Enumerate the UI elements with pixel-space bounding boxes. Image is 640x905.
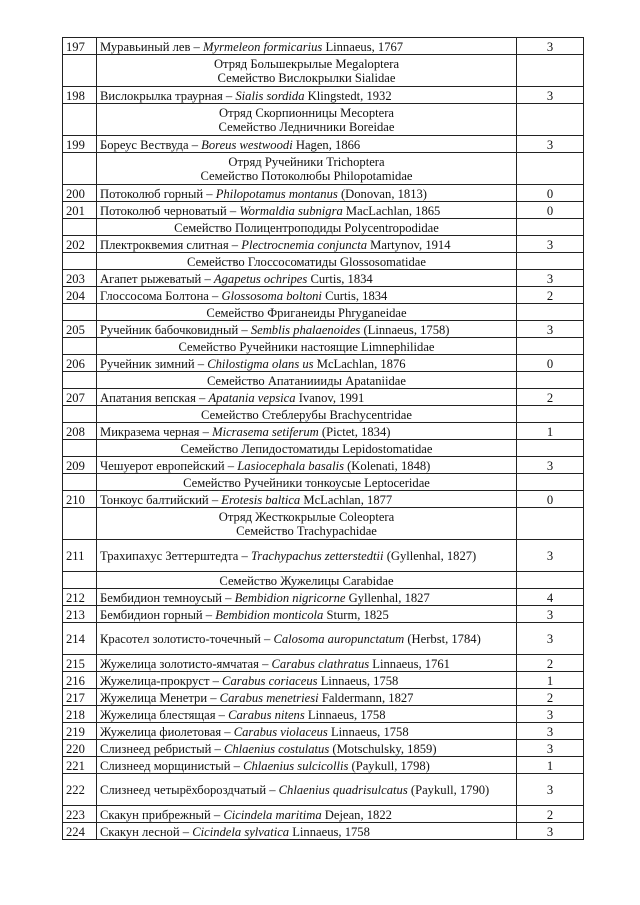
table-row bbox=[63, 806, 584, 823]
family-title: Семейство Фриганеиды Phryganeidae bbox=[206, 305, 407, 320]
common-name: Вислокрылка траурная – bbox=[100, 88, 236, 103]
section-header bbox=[97, 508, 517, 540]
author-year: Linnaeus, 1758 bbox=[304, 707, 386, 722]
common-name: Микразема черная – bbox=[100, 424, 213, 439]
table-row bbox=[63, 270, 584, 287]
author-year: Curtis, 1834 bbox=[321, 288, 388, 303]
status-category: 3 bbox=[517, 774, 584, 806]
species-cell bbox=[97, 606, 517, 623]
author-year: Linnaeus, 1758 bbox=[327, 724, 409, 739]
table-row bbox=[63, 757, 584, 774]
empty-number-cell bbox=[63, 572, 97, 589]
common-name: Чешуерот европейский – bbox=[100, 458, 238, 473]
status-category: 3 bbox=[517, 706, 584, 723]
family-title: Семейство Вислокрылки Sialidae bbox=[217, 71, 396, 85]
family-title: Семейство Глоссосоматиды Glossosomatidae bbox=[187, 254, 426, 269]
row-number: 223 bbox=[63, 806, 97, 823]
empty-score-cell bbox=[517, 406, 584, 423]
common-name: Жужелица-прокруст – bbox=[100, 673, 223, 688]
species-cell bbox=[97, 423, 517, 440]
author-year: (Gyllenhal, 1827) bbox=[383, 548, 477, 563]
order-title: Отряд Скорпионницы Mecoptera bbox=[218, 106, 395, 120]
species-cell bbox=[97, 774, 517, 806]
table-row bbox=[63, 655, 584, 672]
scientific-name: Myrmeleon formicarius bbox=[203, 39, 323, 54]
section-header bbox=[97, 440, 517, 457]
scientific-name: Semblis phalaenoides bbox=[250, 322, 361, 337]
scientific-name: Glossosoma boltoni bbox=[221, 288, 322, 303]
common-name: Трахипахус Зеттерштедта – bbox=[100, 548, 251, 563]
common-name: Потоколюб черноватый – bbox=[100, 203, 240, 218]
status-category: 3 bbox=[517, 823, 584, 840]
common-name: Потоколюб горный – bbox=[100, 186, 216, 201]
row-number: 209 bbox=[63, 457, 97, 474]
table-row bbox=[63, 540, 584, 572]
common-name: Ручейник бабочковидный – bbox=[100, 322, 251, 337]
row-number: 198 bbox=[63, 87, 97, 104]
empty-score-cell bbox=[517, 304, 584, 321]
status-category: 1 bbox=[517, 672, 584, 689]
section-header bbox=[97, 219, 517, 236]
section-header-row bbox=[63, 253, 584, 270]
scientific-name: Chlaenius costulatus bbox=[223, 741, 330, 756]
status-category: 1 bbox=[517, 423, 584, 440]
empty-number-cell bbox=[63, 508, 97, 540]
author-year: Martynov, 1914 bbox=[367, 237, 451, 252]
row-number: 201 bbox=[63, 202, 97, 219]
row-number: 213 bbox=[63, 606, 97, 623]
author-year: (Paykull, 1790) bbox=[407, 782, 490, 797]
status-category: 0 bbox=[517, 355, 584, 372]
empty-number-cell bbox=[63, 474, 97, 491]
scientific-name: Wormaldia subnigra bbox=[239, 203, 343, 218]
common-name: Бембидион темноусый – bbox=[100, 590, 235, 605]
author-year: Dejean, 1822 bbox=[321, 807, 392, 822]
section-header bbox=[97, 253, 517, 270]
species-cell bbox=[97, 623, 517, 655]
family-title: Семейство Стеблерубы Brachycentridae bbox=[201, 407, 412, 422]
empty-number-cell bbox=[63, 304, 97, 321]
section-header bbox=[97, 304, 517, 321]
scientific-name: Plectrocnemia conjuncta bbox=[241, 237, 368, 252]
order-title: Отряд Жесткокрылые Coleoptera bbox=[218, 510, 395, 524]
species-cell bbox=[97, 287, 517, 304]
row-number: 220 bbox=[63, 740, 97, 757]
status-category: 0 bbox=[517, 491, 584, 508]
species-cell bbox=[97, 706, 517, 723]
species-cell bbox=[97, 236, 517, 253]
table-row bbox=[63, 236, 584, 253]
author-year: McLachlan, 1877 bbox=[300, 492, 393, 507]
author-year: (Paykull, 1798) bbox=[348, 758, 430, 773]
status-category: 3 bbox=[517, 321, 584, 338]
species-cell bbox=[97, 389, 517, 406]
status-category: 3 bbox=[517, 270, 584, 287]
empty-score-cell bbox=[517, 219, 584, 236]
author-year: Linnaeus, 1758 bbox=[289, 824, 370, 839]
author-year: Faldermann, 1827 bbox=[318, 690, 414, 705]
section-header-row bbox=[63, 572, 584, 589]
table-row bbox=[63, 321, 584, 338]
common-name: Скакун прибрежный – bbox=[100, 807, 224, 822]
status-category: 2 bbox=[517, 689, 584, 706]
species-cell bbox=[97, 823, 517, 840]
species-cell bbox=[97, 740, 517, 757]
row-number: 197 bbox=[63, 38, 97, 55]
empty-number-cell bbox=[63, 104, 97, 136]
common-name: Бореус Вествуда – bbox=[100, 137, 202, 152]
common-name: Глоссосома Болтона – bbox=[100, 288, 222, 303]
author-year: Linnaeus, 1758 bbox=[317, 673, 399, 688]
scientific-name: Carabus violaceus bbox=[233, 724, 328, 739]
common-name: Красотел золотисто-точечный – bbox=[100, 631, 274, 646]
status-category: 3 bbox=[517, 136, 584, 153]
section-header-row bbox=[63, 474, 584, 491]
empty-score-cell bbox=[517, 338, 584, 355]
table-row bbox=[63, 606, 584, 623]
section-header bbox=[97, 338, 517, 355]
table-row bbox=[63, 823, 584, 840]
common-name: Тонкоус балтийский – bbox=[100, 492, 222, 507]
species-table-page bbox=[62, 37, 583, 840]
row-number: 222 bbox=[63, 774, 97, 806]
status-category: 1 bbox=[517, 757, 584, 774]
row-number: 205 bbox=[63, 321, 97, 338]
family-title: Семейство Trachypachidae bbox=[236, 524, 377, 538]
table-row bbox=[63, 38, 584, 55]
empty-score-cell bbox=[517, 253, 584, 270]
row-number: 204 bbox=[63, 287, 97, 304]
family-title: Семейство Апатаниииды Apataniidae bbox=[206, 373, 406, 388]
table-row bbox=[63, 740, 584, 757]
author-year: Ivanov, 1991 bbox=[295, 390, 365, 405]
scientific-name: Philopotamus montanus bbox=[215, 186, 338, 201]
section-header-row bbox=[63, 304, 584, 321]
empty-score-cell bbox=[517, 372, 584, 389]
table-row bbox=[63, 355, 584, 372]
common-name: Ручейник зимний – bbox=[100, 356, 208, 371]
species-cell bbox=[97, 355, 517, 372]
table-row bbox=[63, 491, 584, 508]
common-name: Жужелица золотисто-ямчатая – bbox=[100, 656, 272, 671]
empty-score-cell bbox=[517, 508, 584, 540]
scientific-name: Lasiocephala basalis bbox=[237, 458, 344, 473]
section-header-row bbox=[63, 338, 584, 355]
species-cell bbox=[97, 185, 517, 202]
scientific-name: Chilostigma olans us bbox=[207, 356, 314, 371]
common-name: Жужелица фиолетовая – bbox=[100, 724, 234, 739]
scientific-name: Carabus menetriesi bbox=[219, 690, 319, 705]
species-cell bbox=[97, 806, 517, 823]
scientific-name: Carabus coriaceus bbox=[222, 673, 318, 688]
order-title: Отряд Ручейники Trichoptera bbox=[228, 155, 385, 169]
row-number: 214 bbox=[63, 623, 97, 655]
empty-score-cell bbox=[517, 474, 584, 491]
row-number: 199 bbox=[63, 136, 97, 153]
section-header bbox=[97, 406, 517, 423]
table-row bbox=[63, 423, 584, 440]
row-number: 212 bbox=[63, 589, 97, 606]
scientific-name: Micrasema setiferum bbox=[212, 424, 319, 439]
row-number: 208 bbox=[63, 423, 97, 440]
species-cell bbox=[97, 589, 517, 606]
status-category: 3 bbox=[517, 606, 584, 623]
status-category: 3 bbox=[517, 457, 584, 474]
table-row bbox=[63, 774, 584, 806]
scientific-name: Agapetus ochripes bbox=[213, 271, 308, 286]
section-header bbox=[97, 104, 517, 136]
author-year: Sturm, 1825 bbox=[323, 607, 389, 622]
scientific-name: Trachypachus zetterstedtii bbox=[250, 548, 384, 563]
species-cell bbox=[97, 136, 517, 153]
table-row bbox=[63, 623, 584, 655]
author-year: Gyllenhal, 1827 bbox=[345, 590, 430, 605]
table-row bbox=[63, 185, 584, 202]
section-header bbox=[97, 572, 517, 589]
row-number: 215 bbox=[63, 655, 97, 672]
species-cell bbox=[97, 321, 517, 338]
common-name: Слизнеед четырёхбороздчатый – bbox=[100, 782, 279, 797]
scientific-name: Bembidion monticola bbox=[215, 607, 324, 622]
species-table bbox=[62, 37, 584, 840]
common-name: Агапет рыжеватый – bbox=[100, 271, 214, 286]
section-header bbox=[97, 55, 517, 87]
status-category: 2 bbox=[517, 655, 584, 672]
family-title: Семейство Ручейники тонкоусые Leptoceridae bbox=[183, 475, 430, 490]
species-cell bbox=[97, 540, 517, 572]
order-title: Отряд Большекрылые Megaloptera bbox=[213, 57, 400, 71]
family-title: Семейство Ручейники настоящие Limnephilidae bbox=[178, 339, 435, 354]
empty-number-cell bbox=[63, 253, 97, 270]
common-name: Слизнеед морщинистый – bbox=[100, 758, 244, 773]
scientific-name: Erotesis baltica bbox=[221, 492, 301, 507]
author-year: (Linnaeus, 1758) bbox=[360, 322, 450, 337]
empty-number-cell bbox=[63, 372, 97, 389]
species-cell bbox=[97, 457, 517, 474]
author-year: Klingstedt, 1932 bbox=[304, 88, 392, 103]
row-number: 211 bbox=[63, 540, 97, 572]
table-row bbox=[63, 672, 584, 689]
species-cell bbox=[97, 202, 517, 219]
scientific-name: Boreus westwoodi bbox=[201, 137, 293, 152]
empty-score-cell bbox=[517, 572, 584, 589]
table-row bbox=[63, 287, 584, 304]
species-cell bbox=[97, 491, 517, 508]
family-title: Семейство Потоколюбы Philopotamidae bbox=[200, 169, 413, 183]
empty-number-cell bbox=[63, 440, 97, 457]
row-number: 210 bbox=[63, 491, 97, 508]
scientific-name: Calosoma auropunctatum bbox=[273, 631, 405, 646]
common-name: Плектроквемия слитная – bbox=[100, 237, 242, 252]
section-header-row bbox=[63, 55, 584, 87]
author-year: (Herbst, 1784) bbox=[404, 631, 481, 646]
author-year: Hagen, 1866 bbox=[292, 137, 361, 152]
row-number: 203 bbox=[63, 270, 97, 287]
row-number: 216 bbox=[63, 672, 97, 689]
empty-number-cell bbox=[63, 153, 97, 185]
section-header-row bbox=[63, 219, 584, 236]
status-category: 3 bbox=[517, 38, 584, 55]
scientific-name: Cicindela sylvatica bbox=[192, 824, 290, 839]
family-title: Семейство Лепидостоматиды Lepidostomatidae bbox=[180, 441, 433, 456]
section-header bbox=[97, 372, 517, 389]
author-year: (Pictet, 1834) bbox=[318, 424, 391, 439]
status-category: 2 bbox=[517, 806, 584, 823]
status-category: 0 bbox=[517, 185, 584, 202]
row-number: 224 bbox=[63, 823, 97, 840]
author-year: (Donovan, 1813) bbox=[337, 186, 428, 201]
scientific-name: Sialis sordida bbox=[235, 88, 305, 103]
status-category: 3 bbox=[517, 723, 584, 740]
row-number: 206 bbox=[63, 355, 97, 372]
scientific-name: Carabus nitens bbox=[228, 707, 305, 722]
row-number: 221 bbox=[63, 757, 97, 774]
status-category: 2 bbox=[517, 389, 584, 406]
status-category: 3 bbox=[517, 236, 584, 253]
table-row bbox=[63, 589, 584, 606]
common-name: Муравьиный лев – bbox=[100, 39, 204, 54]
row-number: 218 bbox=[63, 706, 97, 723]
common-name: Слизнеед ребристый – bbox=[100, 741, 224, 756]
section-header-row bbox=[63, 406, 584, 423]
table-row bbox=[63, 389, 584, 406]
species-table-body bbox=[63, 38, 584, 840]
scientific-name: Chlaenius sulcicollis bbox=[243, 758, 349, 773]
empty-number-cell bbox=[63, 406, 97, 423]
status-category: 3 bbox=[517, 87, 584, 104]
table-row bbox=[63, 136, 584, 153]
status-category: 4 bbox=[517, 589, 584, 606]
section-header bbox=[97, 153, 517, 185]
scientific-name: Cicindela maritima bbox=[223, 807, 322, 822]
section-header bbox=[97, 474, 517, 491]
author-year: MacLachlan, 1865 bbox=[342, 203, 441, 218]
empty-score-cell bbox=[517, 153, 584, 185]
table-row bbox=[63, 202, 584, 219]
row-number: 217 bbox=[63, 689, 97, 706]
species-cell bbox=[97, 655, 517, 672]
species-cell bbox=[97, 723, 517, 740]
table-row bbox=[63, 723, 584, 740]
section-header-row bbox=[63, 104, 584, 136]
empty-score-cell bbox=[517, 104, 584, 136]
status-category: 3 bbox=[517, 540, 584, 572]
table-row bbox=[63, 457, 584, 474]
empty-number-cell bbox=[63, 219, 97, 236]
section-header-row bbox=[63, 372, 584, 389]
section-header-row bbox=[63, 508, 584, 540]
family-title: Семейство Полицентроподиды Polycentropodidae bbox=[174, 220, 439, 235]
section-header-row bbox=[63, 153, 584, 185]
status-category: 3 bbox=[517, 623, 584, 655]
family-title: Семейство Жужелицы Carabidae bbox=[219, 573, 394, 588]
author-year: Linnaeus, 1761 bbox=[369, 656, 450, 671]
author-year: Linnaeus, 1767 bbox=[322, 39, 404, 54]
common-name: Скакун лесной – bbox=[100, 824, 193, 839]
common-name: Жужелица Менетри – bbox=[100, 690, 220, 705]
table-row bbox=[63, 87, 584, 104]
empty-score-cell bbox=[517, 55, 584, 87]
scientific-name: Apatania vepsica bbox=[208, 390, 296, 405]
row-number: 207 bbox=[63, 389, 97, 406]
common-name: Апатания вепская – bbox=[100, 390, 209, 405]
scientific-name: Carabus clathratus bbox=[271, 656, 370, 671]
species-cell bbox=[97, 757, 517, 774]
author-year: McLachlan, 1876 bbox=[313, 356, 406, 371]
author-year: (Kolenati, 1848) bbox=[343, 458, 431, 473]
species-cell bbox=[97, 87, 517, 104]
scientific-name: Bembidion nigricorne bbox=[234, 590, 346, 605]
species-cell bbox=[97, 689, 517, 706]
status-category: 2 bbox=[517, 287, 584, 304]
family-title: Семейство Ледничники Boreidae bbox=[218, 120, 395, 134]
species-cell bbox=[97, 38, 517, 55]
status-category: 0 bbox=[517, 202, 584, 219]
empty-number-cell bbox=[63, 55, 97, 87]
author-year: (Motschulsky, 1859) bbox=[329, 741, 437, 756]
common-name: Жужелица блестящая – bbox=[100, 707, 229, 722]
status-category: 3 bbox=[517, 740, 584, 757]
section-header-row bbox=[63, 440, 584, 457]
author-year: Curtis, 1834 bbox=[307, 271, 373, 286]
empty-number-cell bbox=[63, 338, 97, 355]
species-cell bbox=[97, 672, 517, 689]
row-number: 219 bbox=[63, 723, 97, 740]
table-row bbox=[63, 689, 584, 706]
row-number: 202 bbox=[63, 236, 97, 253]
scientific-name: Chlaenius quadrisulcatus bbox=[278, 782, 408, 797]
row-number: 200 bbox=[63, 185, 97, 202]
species-cell bbox=[97, 270, 517, 287]
empty-score-cell bbox=[517, 440, 584, 457]
common-name: Бембидион горный – bbox=[100, 607, 216, 622]
table-row bbox=[63, 706, 584, 723]
